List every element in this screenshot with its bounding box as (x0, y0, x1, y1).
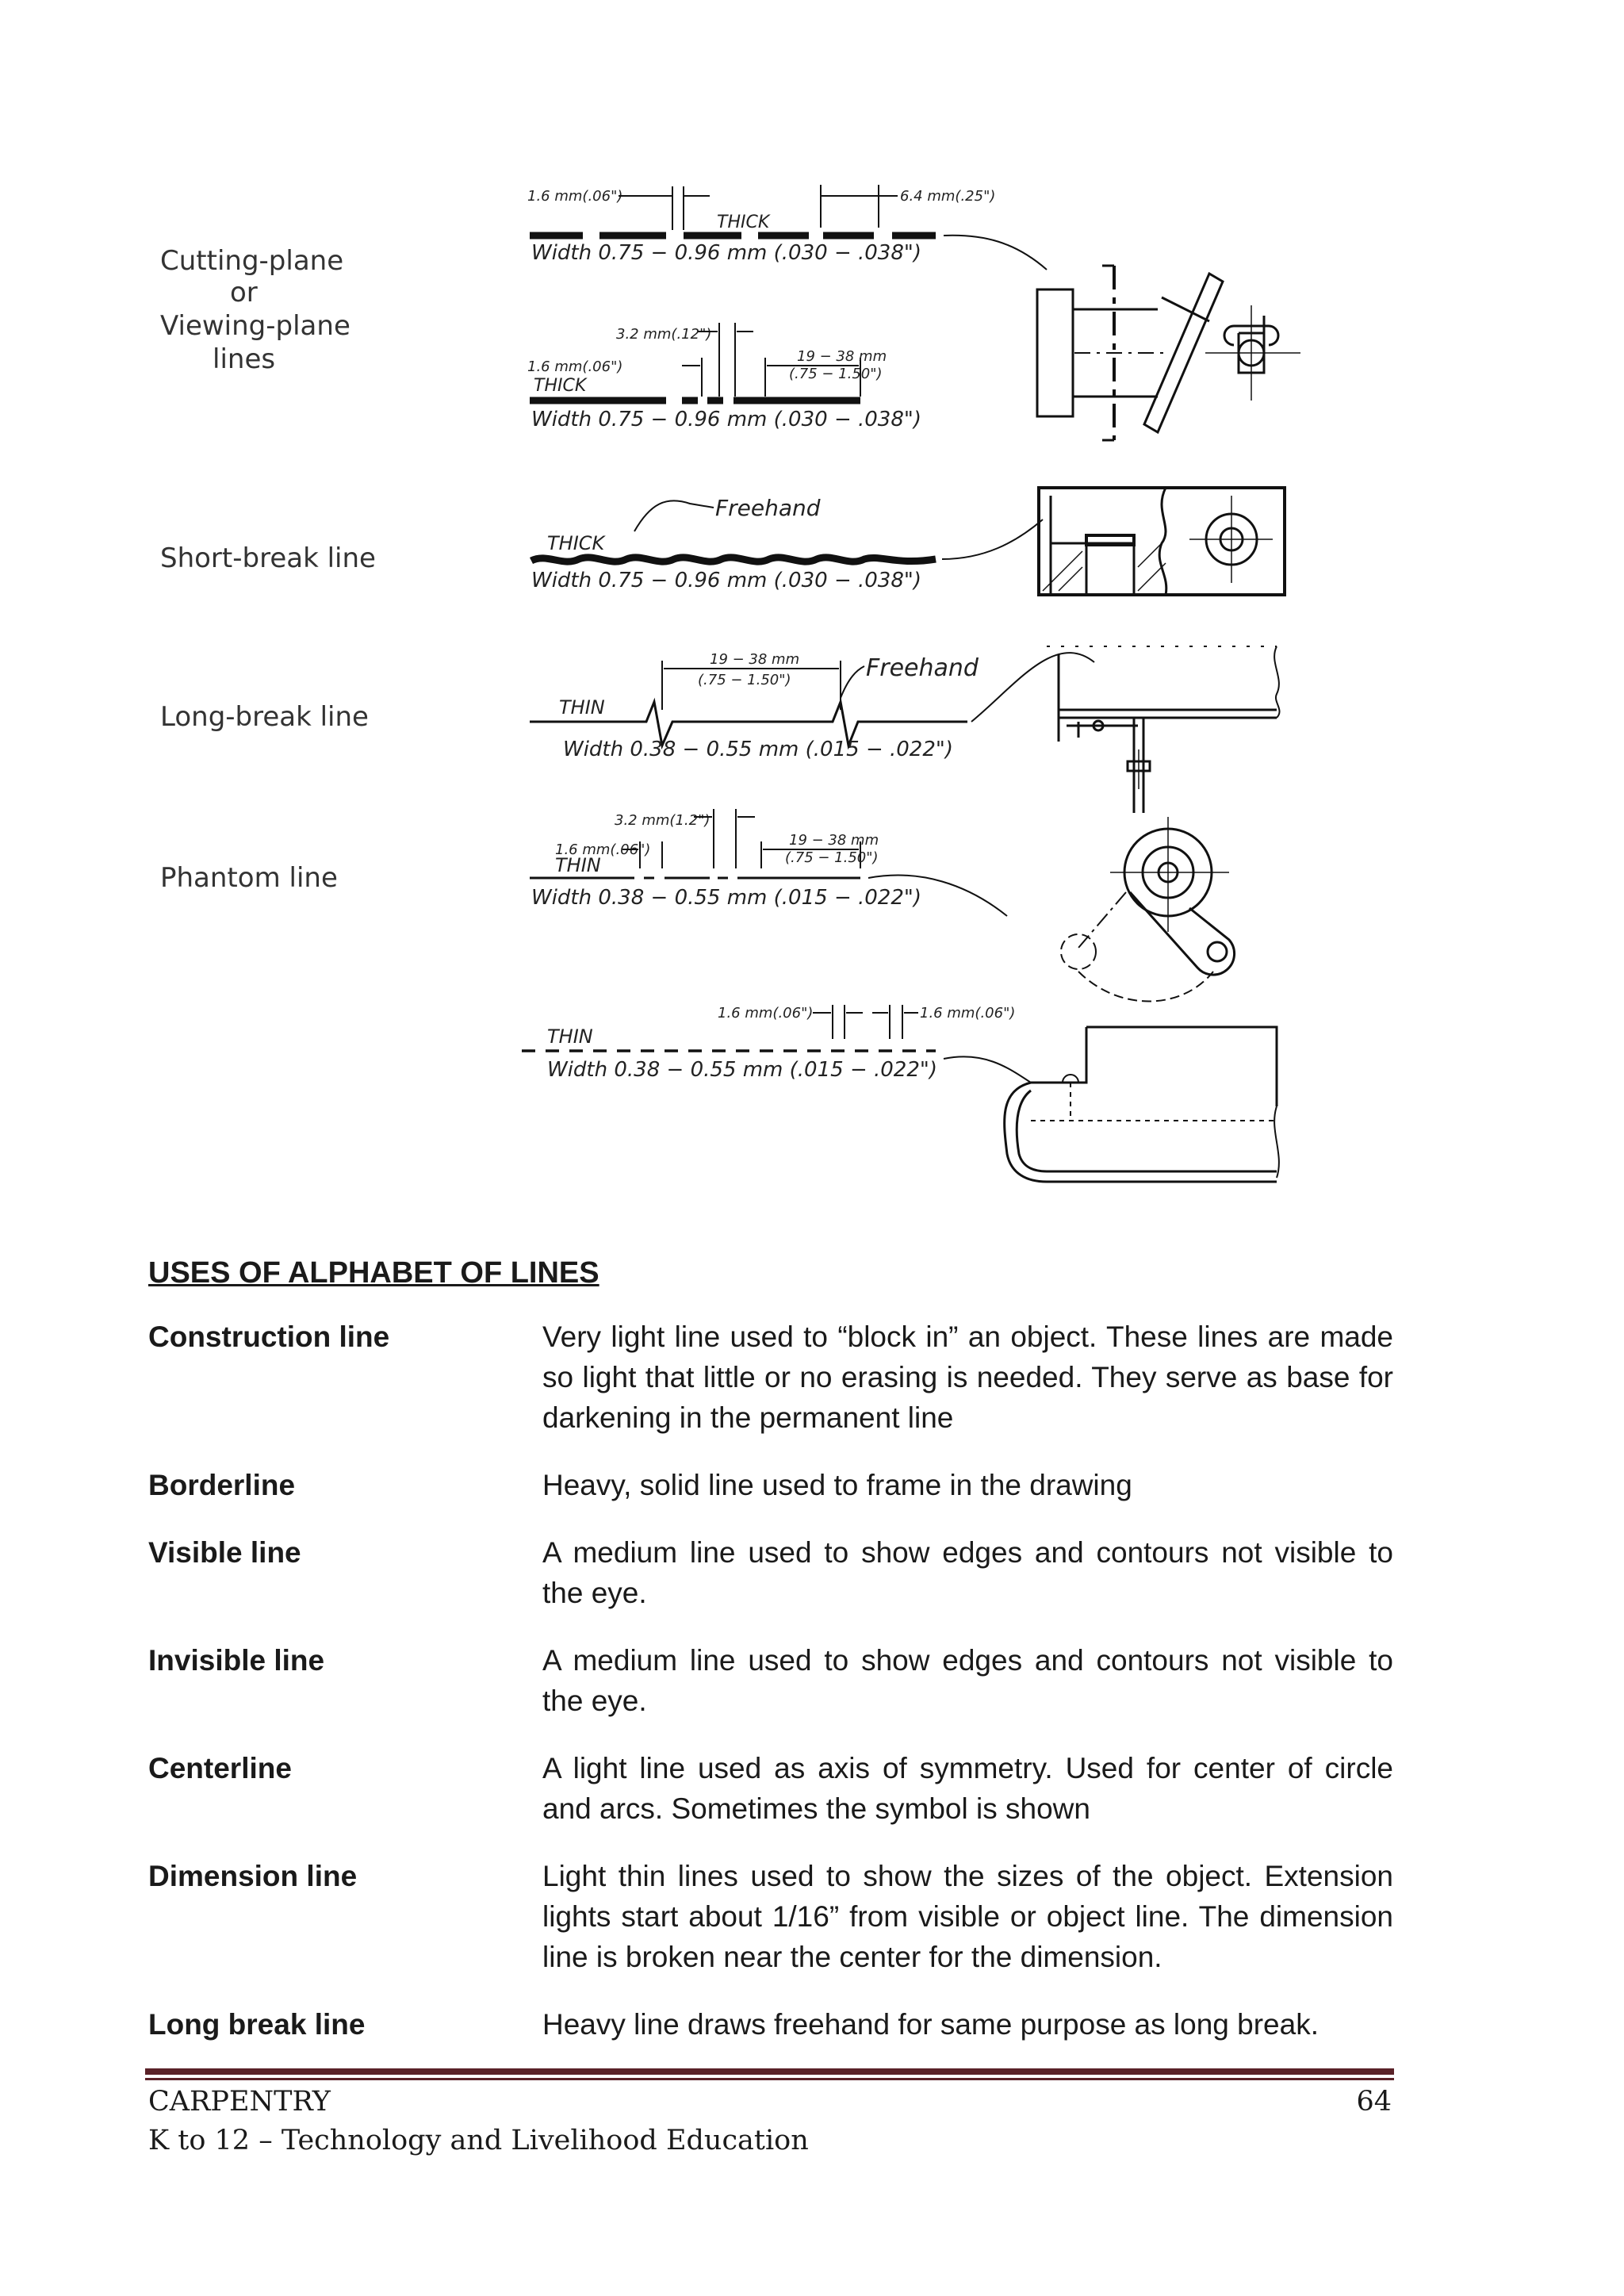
short-break-drawing (1039, 488, 1285, 595)
phantom-line (530, 809, 1007, 916)
hid-weight: THIN (547, 1025, 593, 1048)
cp2-weight: THICK (534, 376, 587, 396)
cp2-dim-left: 1.6 mm(.06") (527, 358, 623, 375)
ph-dim-right2: (.75 − 1.50") (785, 849, 879, 866)
sb-width: Width 0.75 − 0.96 mm (.030 − .038") (531, 569, 921, 592)
desc-construction-line: Very light line used to “block in” an object. These lines are made so light that little or no erasing is needed. They serve as base for darkening in the permanent line (542, 1320, 1393, 1434)
footer-rule-thin (145, 2078, 1394, 2080)
cp2-dim-right2: (.75 − 1.50") (789, 366, 883, 382)
desc-long-break-line: Heavy line draws freehand for same purpose as long break. (542, 2008, 1319, 2041)
ph-dim-right: 19 − 38 mm (789, 832, 879, 849)
lb-dim2: (.75 − 1.50") (698, 672, 791, 688)
cp2-dim-right: 19 − 38 mm (797, 348, 887, 365)
lb-freehand: Freehand (866, 654, 979, 682)
term-invisible-line: Invisible line (148, 1644, 325, 1677)
list-item (148, 1748, 1393, 1829)
cp1-width: Width 0.75 − 0.96 mm (.030 − .038") (531, 241, 921, 265)
short-break-line (531, 495, 1043, 592)
ph-dim-top: 3.2 mm(1.2") (615, 812, 710, 829)
hid-width: Width 0.38 − 0.55 mm (.015 − .022") (547, 1058, 937, 1082)
cp1-dim-left: 1.6 mm(.06") (527, 188, 623, 205)
ph-dim-left: 1.6 mm(.06") (555, 841, 651, 858)
desc-centerline: A light line used as axis of symmetry. Used for center of circle and arcs. Sometimes the symbol is shown (542, 1752, 1393, 1825)
hidden-line (522, 1005, 1031, 1083)
label-cutting-plane-2: or (230, 277, 258, 309)
cutting-plane-drawing (1037, 266, 1300, 440)
term-centerline: Centerline (148, 1752, 292, 1784)
label-phantom: Phantom line (160, 862, 338, 894)
figure-svg (143, 171, 1316, 1194)
hid-dim-right: 1.6 mm(.06") (920, 1005, 1016, 1022)
footer-subject: CARPENTRY (148, 2086, 331, 2118)
cp2-width: Width 0.75 − 0.96 mm (.030 − .038") (531, 408, 921, 431)
sb-weight: THICK (547, 532, 605, 554)
list-item (148, 1640, 1393, 1721)
term-long-break-line: Long break line (148, 2008, 366, 2041)
lb-weight: THIN (559, 696, 605, 719)
list-item (148, 1317, 1393, 1438)
section-title: USES OF ALPHABET OF LINES (148, 1256, 599, 1290)
label-cutting-plane-1: Cutting-plane (160, 245, 344, 277)
list-item (148, 1465, 1393, 1505)
long-break-line (530, 651, 1094, 761)
desc-dimension-line: Light thin lines used to show the sizes of the object. Extension lights start about 1/16” from visible or object line. The dimension line is broken near the center for the dimension. (542, 1860, 1393, 1973)
cutting-plane-line-2 (527, 323, 921, 431)
cutting-plane-line-1 (527, 185, 1047, 270)
label-short-break: Short-break line (160, 542, 376, 574)
footer-course: K to 12 – Technology and Livelihood Education (148, 2125, 809, 2156)
lb-width: Width 0.38 − 0.55 mm (.015 − .022") (563, 738, 953, 761)
footer-rule-thick (145, 2068, 1394, 2075)
long-break-drawing (1047, 646, 1280, 813)
list-item (148, 1856, 1393, 1977)
cp2-dim-top: 3.2 mm(.12") (616, 326, 712, 343)
hid-dim-left: 1.6 mm(.06") (718, 1005, 814, 1022)
term-construction-line: Construction line (148, 1320, 390, 1353)
term-visible-line: Visible line (148, 1536, 301, 1569)
cp1-weight: THICK (717, 213, 770, 232)
cp1-dim-right: 6.4 mm(.25") (900, 188, 996, 205)
label-long-break: Long-break line (160, 701, 369, 733)
page-footer (148, 2083, 1392, 2160)
alphabet-of-lines-figure (143, 171, 1316, 1194)
label-cutting-plane-4: lines (213, 343, 276, 375)
sb-freehand: Freehand (715, 495, 821, 521)
term-dimension-line: Dimension line (148, 1860, 358, 1892)
uses-list (148, 1317, 1393, 2072)
desc-borderline: Heavy, solid line used to frame in the drawing (542, 1469, 1132, 1501)
ph-weight: THIN (555, 854, 601, 876)
phantom-drawing (1061, 817, 1235, 1002)
list-item (148, 1532, 1393, 1613)
ph-width: Width 0.38 − 0.55 mm (.015 − .022") (531, 886, 921, 910)
page-number: 64 (1356, 2086, 1392, 2118)
hidden-drawing (1005, 1027, 1279, 1182)
lb-dim: 19 − 38 mm (710, 651, 800, 668)
desc-invisible-line: A medium line used to show edges and contours not visible to the eye. (542, 1644, 1393, 1717)
label-cutting-plane-3: Viewing-plane (160, 310, 350, 342)
list-item (148, 2004, 1393, 2045)
term-borderline: Borderline (148, 1469, 296, 1501)
desc-visible-line: A medium line used to show edges and contours not visible to the eye. (542, 1536, 1393, 1609)
